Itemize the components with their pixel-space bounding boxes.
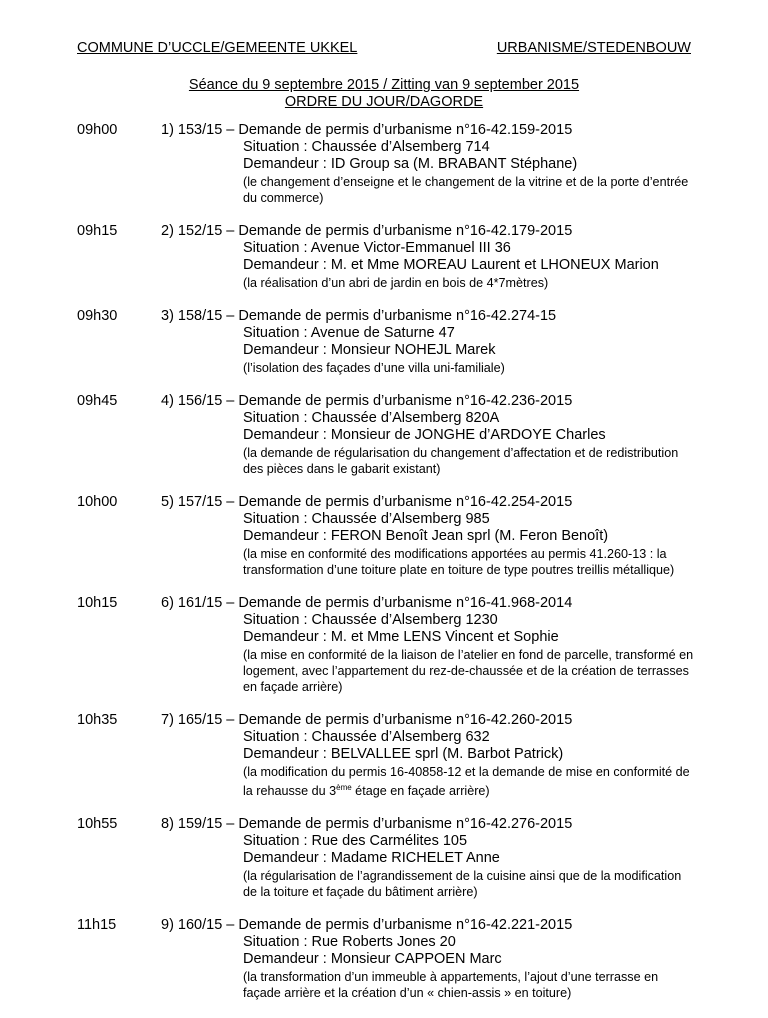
agenda-item <box>77 393 697 477</box>
ordinal-superscript: ème <box>336 783 352 792</box>
item-situation: Situation : Avenue Victor-Emmanuel III 36 <box>243 240 511 256</box>
agenda-item <box>77 712 697 799</box>
item-applicant: Demandeur : Madame RICHELET Anne <box>243 850 500 867</box>
item-description: (la mise en conformité des modifications apportées au permis 41.260-13 : la transformation d’une toiture plate en toiture de type poutres treillis métallique) <box>243 547 675 577</box>
agenda-item <box>77 595 697 695</box>
item-situation: Situation : Chaussée d’Alsemberg 820A <box>243 410 500 426</box>
item-situation: Situation : Chaussée d’Alsemberg 985 <box>243 511 490 527</box>
item-description-text: (la modification du permis 16-40858-12 et la demande de mise en conformité de la rehausse du 3 <box>243 765 690 799</box>
item-situation: Situation : Rue Roberts Jones 20 <box>243 934 456 951</box>
item-applicant: Demandeur : M. et Mme MOREAU Laurent et LHONEUX Marion <box>243 257 659 273</box>
item-description: (la réalisation d’un abri de jardin en bois de 4*7mètres) <box>243 276 549 290</box>
item-situation: Situation : Chaussée d’Alsemberg 1230 <box>243 612 498 628</box>
item-applicant: Demandeur : Monsieur CAPPOEN Marc <box>243 951 502 968</box>
item-time: 10h15 <box>77 595 118 611</box>
agenda-item <box>77 917 697 1001</box>
agenda-item <box>77 122 697 206</box>
item-time: 09h00 <box>77 122 118 138</box>
item-description: (la transformation d’un immeuble à appartements, l’ajout d’une terrasse en façade arrière et la création d’un « chien-assis » en toiture) <box>243 970 659 1001</box>
item-description <box>243 764 697 799</box>
item-applicant: Demandeur : FERON Benoît Jean sprl (M. Feron Benoît) <box>243 528 609 544</box>
agenda-item <box>77 223 697 291</box>
item-title: 9) 160/15 – Demande de permis d’urbanisme n°16-42.221-2015 <box>161 917 573 934</box>
item-description: (la demande de régularisation du changement d’affectation et de redistribution des pièces dans le gabarit existant) <box>243 446 679 476</box>
item-description: (le changement d’enseigne et le changement de la vitrine et de la porte d’entrée du commerce) <box>243 175 689 205</box>
item-description: (l’isolation des façades d’une villa uni-familiale) <box>243 361 505 375</box>
item-title: 2) 152/15 – Demande de permis d’urbanisme n°16-42.179-2015 <box>161 223 573 239</box>
item-description: (la régularisation de l’agrandissement de la cuisine ainsi que de la modification de la toiture et façade du bâtiment arrière) <box>243 869 682 900</box>
agenda-list <box>77 122 697 1018</box>
session-date-title: Séance du 9 septembre 2015 / Zitting van 9 september 2015 <box>188 77 580 93</box>
item-title: 5) 157/15 – Demande de permis d’urbanisme n°16-42.254-2015 <box>161 494 573 510</box>
item-time: 10h00 <box>77 494 118 510</box>
item-situation: Situation : Rue des Carmélites 105 <box>243 833 468 850</box>
item-applicant: Demandeur : ID Group sa (M. BRABANT Stéphane) <box>243 156 578 172</box>
item-time: 09h15 <box>77 223 118 239</box>
header-commune: COMMUNE D’UCCLE/GEMEENTE UKKEL <box>77 40 358 56</box>
item-time: 09h45 <box>77 393 118 409</box>
item-situation: Situation : Chaussée d’Alsemberg 632 <box>243 729 490 745</box>
item-title: 7) 165/15 – Demande de permis d’urbanisme n°16-42.260-2015 <box>161 712 573 728</box>
item-time: 10h55 <box>77 816 118 833</box>
item-title: 4) 156/15 – Demande de permis d’urbanisme n°16-42.236-2015 <box>161 393 573 409</box>
item-description: (la mise en conformité de la liaison de l’atelier en fond de parcelle, transformé en logement, avec l’appartement du rez-de-chaussée et de la création de terrasses en façade arrière) <box>243 648 694 694</box>
item-title: 6) 161/15 – Demande de permis d’urbanisme n°16-41.968-2014 <box>161 595 573 611</box>
item-situation: Situation : Avenue de Saturne 47 <box>243 325 455 341</box>
agenda-item <box>77 494 697 578</box>
item-time: 09h30 <box>77 308 118 324</box>
agenda-item <box>77 816 697 900</box>
item-title: 1) 153/15 – Demande de permis d’urbanisme n°16-42.159-2015 <box>161 122 573 138</box>
item-situation: Situation : Chaussée d’Alsemberg 714 <box>243 139 490 155</box>
item-description-tail: étage en façade arrière) <box>351 784 490 799</box>
item-applicant: Demandeur : Monsieur NOHEJL Marek <box>243 342 496 358</box>
item-applicant: Demandeur : Monsieur de JONGHE d’ARDOYE Charles <box>243 427 606 443</box>
item-applicant: Demandeur : M. et Mme LENS Vincent et Sophie <box>243 629 559 645</box>
agenda-item <box>77 308 697 376</box>
item-title: 8) 159/15 – Demande de permis d’urbanisme n°16-42.276-2015 <box>161 816 573 833</box>
item-applicant: Demandeur : BELVALLEE sprl (M. Barbot Patrick) <box>243 746 564 762</box>
item-time: 10h35 <box>77 712 118 728</box>
agenda-title: ORDRE DU JOUR/DAGORDE <box>284 94 484 110</box>
item-title: 3) 158/15 – Demande de permis d’urbanisme n°16-42.274-15 <box>161 308 557 324</box>
header-department: URBANISME/STEDENBOUW <box>496 40 691 56</box>
item-time: 11h15 <box>77 917 117 934</box>
